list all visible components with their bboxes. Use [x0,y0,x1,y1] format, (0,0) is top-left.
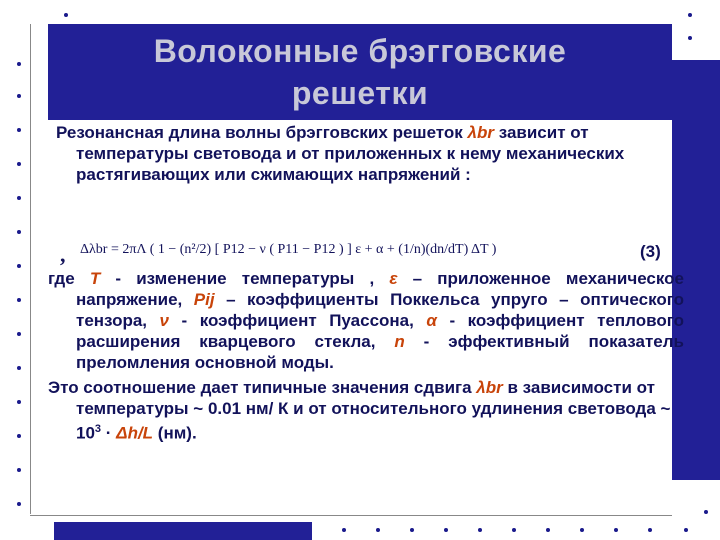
slide-title [48,30,672,114]
p2-text-5: - коэффициент теплового расширения кварцевого стекла, [76,311,684,351]
decor-dot [17,332,21,336]
slide-body-2 [48,268,684,444]
p3-exponent: 3 [94,423,102,435]
paragraph-1-text-cont: зависит от температуры световода и от приложенных к нему механических растягивающих или сжимающих напряжений : [76,123,625,184]
symbol-T: T [89,269,101,288]
formula-expression: Δλbr = 2πΛ ( 1 − (n²/2) [ P12 − ν ( P11 − P12 ) ] ε + α + (1/n)(dn/dT) ΔT ) [80,242,497,257]
p3-text-4: (нм). [153,423,197,443]
p2-lead: где [48,269,90,288]
lambda-br-symbol: λbr [467,123,494,142]
decor-dot [688,13,692,17]
paragraph-1 [48,122,684,185]
decor-dot [704,510,708,514]
bottom-guide-line [30,515,672,516]
p2-text-3: – коэффициенты Поккельса упруго – оптического тензора, [76,290,684,330]
decor-dot [17,468,21,472]
decor-dot [17,298,21,302]
decor-dot [684,528,688,532]
formula-number: (3) [640,242,661,261]
symbol-n: n [394,332,405,351]
decor-dot [17,434,21,438]
p2-text-1: - изменение температуры , [100,269,390,288]
decor-dot [478,528,482,532]
p3-text-2: в зависимости от температуры ~ 0.01 нм/ К и от относительного удлинения световода ~ 10 [76,378,671,443]
decor-dot [688,36,692,40]
symbol-nu: ν [159,311,170,330]
decor-dot [64,13,68,17]
decor-dot [17,400,21,404]
symbol-alpha: α [426,311,437,330]
bottom-accent-bar [54,522,312,540]
paragraph-3 [48,377,684,444]
decor-dot [17,230,21,234]
decor-dot [17,128,21,132]
p3-text-3: · [101,423,117,443]
decor-dot [648,528,652,532]
decor-dot [376,528,380,532]
p2-text-4: - коэффициент Пуассона, [169,311,427,330]
decor-dot [410,528,414,532]
p2-text-6: - эффективный показатель преломления основной моды. [76,332,684,372]
paragraph-1-text: Резонансная длина волны брэгговских решеток [56,123,468,142]
decor-dot [17,502,21,506]
title-line-2: решетки [291,75,429,111]
decor-dot [614,528,618,532]
symbol-Pij: Pij [193,290,215,309]
decor-dot [17,162,21,166]
decor-dot [580,528,584,532]
slide-body [48,122,684,185]
symbol-delta-h-over-L: Δh/L [116,423,154,443]
left-guide-line [30,24,31,514]
decor-dot [17,366,21,370]
title-line-1: Волоконные брэгговские [153,33,567,69]
p2-text-2: – приложенное механическое напряжение, [76,269,685,309]
lambda-br-symbol-2: λbr [476,378,503,397]
p3-text-1: Это соотношение дает типичные значения сдвига [48,378,477,397]
formula-comma: , [60,242,66,267]
decor-dot [546,528,550,532]
decor-dot [512,528,516,532]
decor-dot [17,264,21,268]
symbol-epsilon: ε [389,269,398,288]
decor-dot [17,94,21,98]
decor-dot [444,528,448,532]
decor-dot [17,196,21,200]
decor-dot [342,528,346,532]
paragraph-2 [48,268,684,373]
decor-dot [17,62,21,66]
